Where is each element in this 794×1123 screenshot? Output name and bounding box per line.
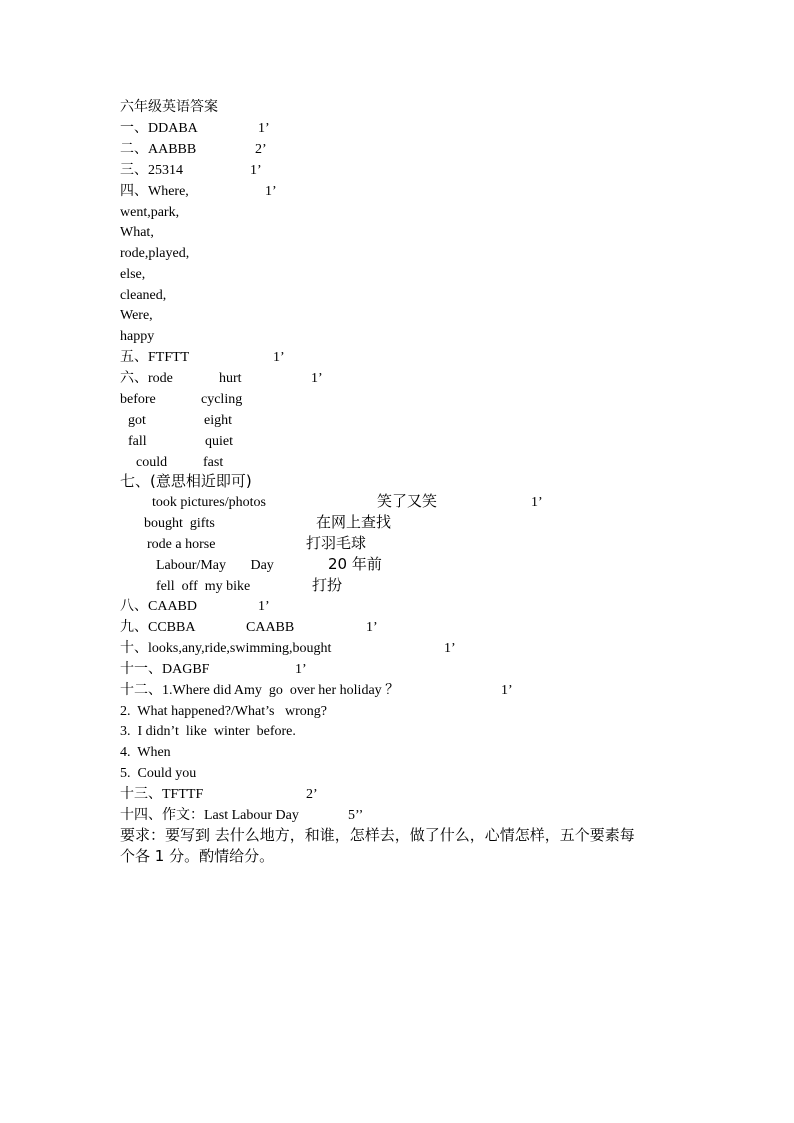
answer-line: cleaned,: [120, 288, 167, 303]
section-9-second: CAABB: [246, 620, 295, 635]
section-7-score: 1’: [531, 495, 543, 510]
section-14-label: 十四、作文：Last Labour Day: [120, 808, 299, 823]
answer-word: got: [128, 413, 146, 428]
answer-word: cycling: [201, 392, 243, 407]
section-6-score: 1’: [311, 371, 323, 386]
section-3-label: 三、25314: [120, 163, 183, 178]
section-4-score: 1’: [265, 184, 277, 199]
section-12-label: 十二、1.Where did Amy go over her holiday ？: [120, 683, 400, 698]
answer-phrase-cn: 笑了又笑: [377, 492, 438, 510]
section-5: [120, 347, 189, 368]
section-2-label: 二、AABBB: [120, 142, 197, 157]
answer-line: 4. When: [120, 745, 171, 760]
section-2-score: 2’: [255, 142, 267, 157]
section-6-label: 六、rode: [120, 371, 173, 386]
section-11-score: 1’: [295, 662, 307, 677]
section-11-label: 十一、DAGBF: [120, 662, 210, 677]
section-3: [120, 160, 183, 181]
answer-word: could: [136, 455, 168, 470]
section-11: [120, 659, 209, 680]
section-1-score: 1’: [258, 121, 270, 136]
section-9-score: 1’: [366, 620, 378, 635]
section-4-label: 四、Where,: [120, 184, 189, 199]
answer-word: eight: [204, 413, 232, 428]
answer-phrase: took pictures/photos: [152, 495, 266, 510]
answer-word: before: [120, 392, 156, 407]
answer-word: fall: [128, 434, 147, 449]
section-4: [120, 181, 189, 202]
section-8-score: 1’: [258, 599, 270, 614]
section-13: [120, 784, 203, 805]
section-9: [120, 617, 195, 638]
answer-phrase-cn: 打羽毛球: [306, 534, 367, 552]
section-1: [120, 118, 198, 139]
answer-line: Were,: [120, 308, 153, 323]
section-14-score: 5’’: [348, 808, 364, 823]
answer-phrase: fell off my bike: [156, 579, 251, 594]
section-7: [120, 471, 252, 492]
answer-line: 3. I didn’t like winter before.: [120, 724, 296, 739]
answer-word: quiet: [205, 434, 233, 449]
section-6: [120, 368, 173, 389]
section-2: [120, 139, 196, 160]
requirement-line-1: 要求：要写到 去什么地方，和谁，怎样去，做了什么，心情怎样，五个要素每: [120, 826, 635, 844]
answer-phrase: bought gifts: [144, 516, 215, 531]
answer-phrase-cn: 打扮: [312, 576, 343, 594]
answer-word: fast: [203, 455, 224, 470]
doc-title: 六年级英语答案: [120, 99, 218, 115]
section-9-label: 九、CCBBA: [120, 620, 196, 635]
section-10-label: 十、looks,any,ride,swimming,bought: [120, 641, 332, 656]
answer-phrase-cn: 20 年前: [328, 555, 382, 573]
section-8-label: 八、CAABD: [120, 599, 198, 614]
section-6-word: hurt: [219, 371, 242, 386]
requirement-line-2: 个各 1 分。酌情给分。: [120, 847, 275, 865]
answer-line: else,: [120, 267, 146, 282]
section-14: [120, 805, 299, 826]
section-5-score: 1’: [273, 350, 285, 365]
section-13-label: 十三、TFTTF: [120, 787, 204, 802]
section-8: [120, 596, 197, 617]
answer-line: rode,played,: [120, 246, 190, 261]
section-5-label: 五、FTFTT: [120, 350, 190, 365]
section-12-score: 1’: [501, 683, 513, 698]
answer-phrase: rode a horse: [147, 537, 216, 552]
section-13-score: 2’: [306, 787, 318, 802]
answer-phrase: Labour/May Day: [156, 558, 274, 573]
section-12: [120, 680, 399, 701]
answer-phrase-cn: 在网上查找: [316, 513, 392, 531]
section-7-label: 七、(意思相近即可): [120, 472, 252, 490]
answer-line: 2. What happened?/What’s wrong?: [120, 704, 327, 719]
answer-line: happy: [120, 329, 155, 344]
section-3-score: 1’: [250, 163, 262, 178]
section-10: [120, 638, 331, 659]
answer-line: went,park,: [120, 205, 180, 220]
section-10-score: 1’: [444, 641, 456, 656]
answer-line: 5. Could you: [120, 766, 197, 781]
section-1-label: 一、DDABA: [120, 121, 198, 136]
answer-line: What,: [120, 225, 154, 240]
